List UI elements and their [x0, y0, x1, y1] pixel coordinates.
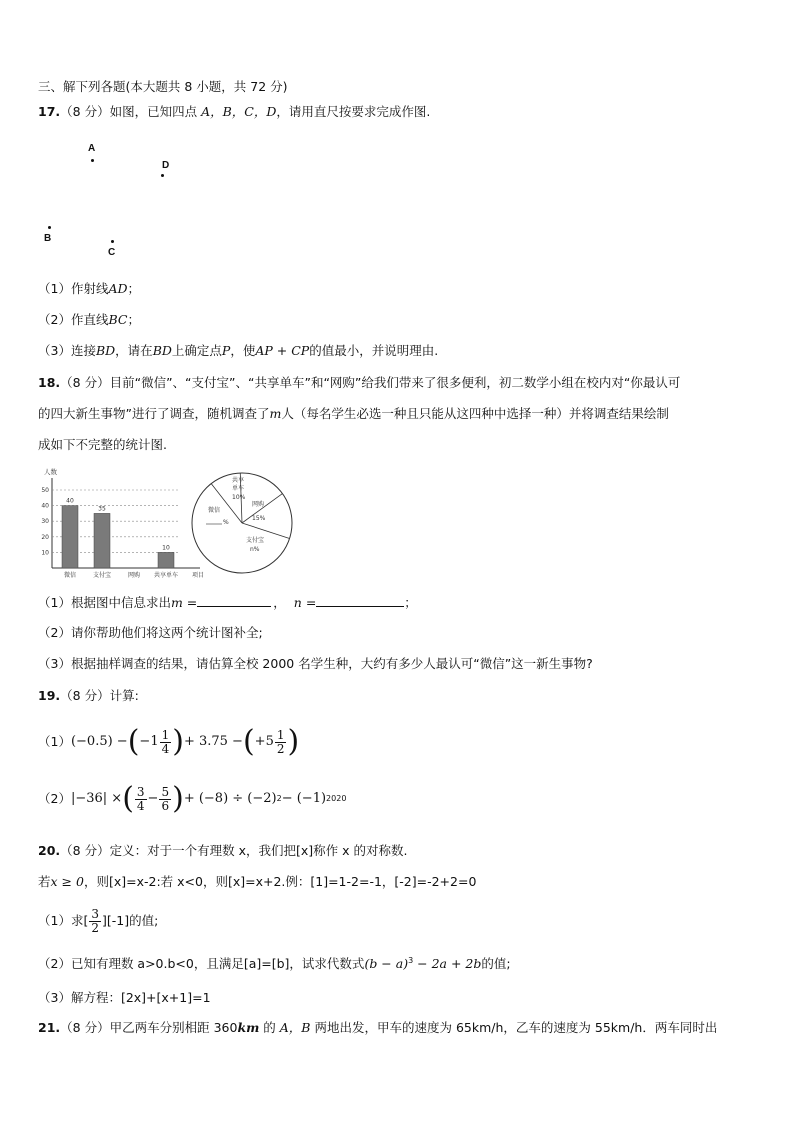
q20-part3: （3）解方程：[2x]+[x+1]=1	[38, 990, 211, 1005]
pie-value: 15%	[252, 515, 266, 522]
frac-num: 1	[161, 727, 170, 742]
y-tick-label: 10	[41, 549, 49, 557]
x-tick-label: 微信	[63, 572, 77, 579]
pie-value: %	[223, 519, 229, 526]
point-a-label: A	[88, 143, 96, 154]
q18-line2-a: 的四大新生事物”进行了调查，随机调查了	[38, 406, 270, 421]
pie-value: n%	[250, 546, 260, 553]
q18-line2-b: 人（每名学生必选一种且只能从这四种中选择一种）并将调查结果绘制	[281, 406, 669, 421]
x-tick-label: 网购	[127, 572, 141, 579]
pie-label: 共享	[232, 477, 245, 484]
q18-sep: ，	[273, 595, 286, 610]
q17-part3-e: 的值最小，并说明理由.	[309, 343, 439, 358]
q21-stem	[38, 1020, 717, 1036]
point-b-label: B	[44, 233, 52, 244]
q17-stem-end: ，请用直尺按要求完成作图.	[276, 104, 431, 119]
q17-part2-end: ；	[127, 312, 140, 327]
pie-label: 支付宝	[246, 537, 265, 544]
q19-part2-exp1: 2	[276, 794, 282, 803]
x-tick-label: 共享单车	[153, 572, 179, 579]
q18-line1-text: 目前“微信”、“支付宝”、“共享单车”和“网购”给我们带来了很多便利，初二数学小组在校内对“你最认可	[109, 375, 681, 390]
q20-line2-b: ，则[x]=x-2:若 x<0，则[x]=x+2.例：[1]=1-2=-1，[-2]=-2+2=0	[83, 874, 477, 889]
q19-part2-label: （2）	[38, 791, 71, 806]
q19-part1	[38, 722, 299, 762]
q19-part2	[38, 778, 346, 820]
q17-part2-text: （2）作直线	[38, 312, 109, 327]
q20-def: 定义：对于一个有理数 x，我们把[x]称作 x 的对称数.	[109, 843, 408, 858]
pie-value: 10%	[232, 494, 246, 501]
q21-text-c: 两地出发，甲车的速度为 65km/h，乙车的速度为 55km/h．两车同时出	[310, 1020, 718, 1035]
q17-part1-text: （1）作射线	[38, 281, 109, 296]
q19-part2-c: − (−1)	[281, 791, 327, 806]
frac-num: 1	[276, 727, 285, 742]
q19-part2-frac2	[159, 786, 171, 813]
q18-n-blank[interactable]	[316, 594, 404, 607]
q17-stem-text: 如图，已知四点	[109, 104, 198, 119]
q17-part3-b: ，请在	[115, 343, 153, 358]
bar	[62, 506, 78, 568]
q19-part1-b: −1	[139, 734, 159, 749]
frac-num: 3	[91, 906, 99, 921]
paren-open: (	[122, 781, 134, 816]
bar-data-label: 35	[98, 505, 106, 513]
q18-line1	[38, 375, 680, 391]
q20-line2	[38, 874, 476, 890]
q21-points: （8 分）	[60, 1020, 110, 1035]
paren-close: )	[172, 724, 184, 759]
paren-open: (	[242, 724, 255, 759]
frac-num: 3	[136, 784, 145, 799]
q18-line2	[38, 406, 669, 422]
q17-stem	[38, 104, 430, 120]
q21-text-b: 的	[259, 1020, 280, 1035]
q18-m-blank[interactable]	[197, 594, 271, 607]
q19-part1-c: + 3.75 −	[183, 734, 243, 749]
paren-close: )	[287, 724, 300, 759]
q18-part3: （3）根据抽样调查的结果，请估算全校 2000 名学生种，大约有多少人最认可“微信”这一新生事物?	[38, 656, 593, 671]
q18-part2: （2）请你帮助他们将这两个统计图补全;	[38, 625, 263, 640]
q19-number: 19.	[38, 688, 61, 703]
q18-part1	[38, 594, 417, 611]
q21-number: 21.	[38, 1020, 61, 1035]
q17-part3-c: 上确定点	[171, 343, 222, 358]
q18-line3: 成如下不完整的统计图.	[38, 437, 167, 452]
frac-den: 4	[161, 741, 170, 756]
q20-part2-expr: (b − a)	[364, 956, 409, 972]
frac-den: 2	[276, 741, 285, 756]
q17-part1	[38, 281, 140, 297]
bar	[94, 513, 110, 568]
x-axis-label: 项目	[192, 572, 205, 579]
pie-chart	[186, 470, 298, 576]
q17-stem-vars: A，B，C，D	[201, 104, 277, 119]
q17-part2-var: BC	[108, 312, 128, 327]
q19-part2-b: + (−8) ÷ (−2)	[183, 791, 277, 806]
y-tick-label: 30	[41, 518, 49, 526]
point-a-dot	[91, 159, 94, 162]
q21-vars: A，B	[279, 1020, 311, 1035]
y-tick-label: 40	[41, 502, 49, 510]
y-axis-label: 人数	[44, 468, 57, 476]
section-heading: 三、解下列各题(本大题共 8 小题，共 72 分)	[38, 79, 288, 94]
q19-part1-a: (−0.5) −	[70, 734, 128, 749]
q20-points: （8 分）	[60, 843, 110, 858]
q20-part2-exp: 3	[408, 956, 414, 965]
q17-part3	[38, 343, 438, 359]
q20-part2-a: （2）已知有理数 a>0.b<0，且满足[a]=[b]，试求代数式	[38, 956, 365, 972]
q17-part3-a: （3）连接	[38, 343, 96, 358]
bar-data-label: 10	[162, 544, 170, 552]
q19-part1-label: （1）	[38, 734, 71, 749]
x-tick-label: 支付宝	[92, 572, 112, 579]
q19-stem	[38, 688, 139, 704]
q20-part2	[38, 953, 511, 972]
q17-points: （8 分）	[60, 104, 110, 119]
q20-part1-a: （1）求[	[38, 913, 89, 928]
q17-number: 17.	[38, 104, 61, 119]
q17-part1-var: AD	[108, 281, 128, 296]
q17-part3-var1: BD	[95, 343, 116, 358]
q20-line2-a: 若	[38, 874, 51, 889]
point-c-label: C	[108, 247, 116, 258]
q20-line2-cond: x ≥ 0	[50, 874, 84, 889]
q20-part2-b: 的值;	[481, 956, 511, 972]
q20-part1	[38, 904, 158, 938]
q21-text-a: 甲乙两车分别相距 360	[109, 1020, 238, 1035]
q17-part3-var2: BD	[152, 343, 172, 358]
q17-part3-var3: P	[221, 343, 231, 358]
q18-points: （8 分）	[60, 375, 110, 390]
point-d-dot	[161, 174, 164, 177]
q18-m-label: m =	[170, 595, 198, 610]
frac-den: 4	[136, 798, 145, 813]
bar	[158, 552, 174, 568]
q20-part1-b: ][-1]的值;	[101, 913, 159, 928]
q20-stem	[38, 843, 407, 859]
q19-part1-frac2	[275, 729, 287, 756]
q18-part1-text: （1）根据图中信息求出	[38, 595, 171, 610]
bar-data-label: 40	[66, 497, 74, 505]
q17-part1-end: ；	[127, 281, 141, 296]
q20-part1-frac	[89, 908, 101, 935]
pie-label: 单车	[232, 485, 245, 492]
point-c-dot	[111, 240, 114, 243]
q19-part2-minus: −	[147, 791, 159, 806]
frac-num: 5	[161, 784, 170, 799]
pie-label: 网购	[252, 501, 265, 508]
q19-title: 计算:	[109, 688, 139, 703]
y-tick-label: 50	[41, 487, 49, 494]
q19-part2-a: |−36| ×	[70, 791, 123, 806]
frac-den: 2	[91, 920, 99, 935]
q18-line2-var: m	[269, 406, 282, 421]
point-d-label: D	[162, 160, 170, 171]
q18-number: 18.	[38, 375, 61, 390]
frac-den: 6	[161, 798, 170, 813]
point-b-dot	[48, 226, 51, 229]
q17-part3-var4: AP + CP	[255, 343, 310, 358]
q20-number: 20.	[38, 843, 61, 858]
q19-part2-exp2: 2020	[326, 794, 347, 803]
q19-points: （8 分）	[60, 688, 110, 703]
q18-n-label: n =	[293, 595, 317, 610]
y-tick-label: 20	[41, 533, 49, 541]
pie-label: 微信	[208, 507, 221, 514]
paren-close: )	[172, 781, 184, 816]
q18-part1-end: ；	[404, 595, 417, 610]
q17-part2	[38, 312, 140, 328]
paren-open: (	[127, 724, 140, 759]
q17-part3-d: ，使	[230, 343, 256, 358]
q21-unit: km	[237, 1020, 260, 1035]
q19-part2-frac1	[135, 786, 147, 813]
q20-part2-expr2: − 2a + 2b	[413, 956, 482, 972]
q19-part1-d: +5	[254, 734, 274, 749]
q19-part1-frac1	[160, 729, 172, 756]
